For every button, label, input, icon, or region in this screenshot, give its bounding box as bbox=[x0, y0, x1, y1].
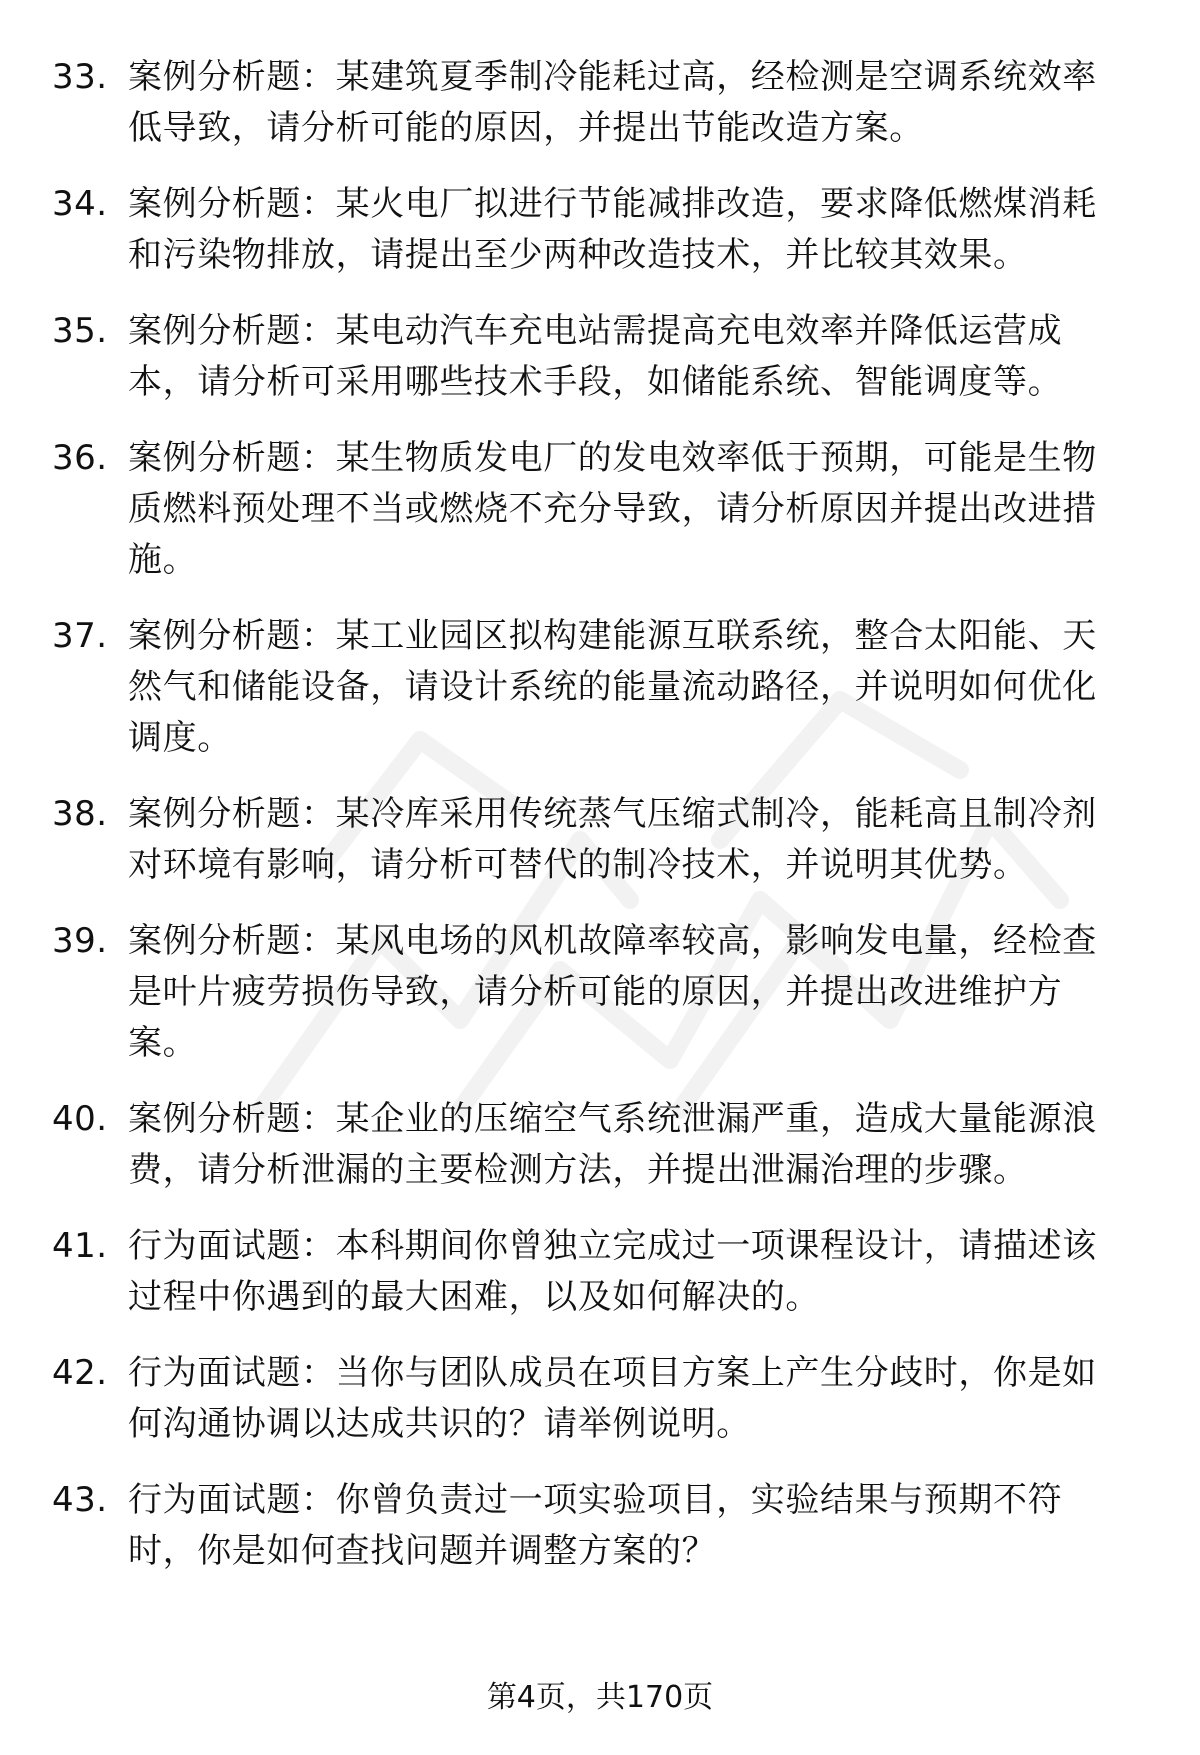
question-number: 42. bbox=[52, 1353, 108, 1393]
question-item-41 bbox=[0, 1221, 1200, 1323]
question-number: 35. bbox=[52, 311, 108, 351]
question-text: 案例分析题：某生物质发电厂的发电效率低于预期，可能是生物质燃料预处理不当或燃烧不充分导致，请分析原因并提出改进措施。 bbox=[128, 438, 1097, 580]
question-text: 案例分析题：某风电场的风机故障率较高，影响发电量，经检查是叶片疲劳损伤导致，请分析可能的原因，并提出改进维护方案。 bbox=[128, 921, 1097, 1063]
question-number: 40. bbox=[52, 1099, 108, 1139]
question-number: 41. bbox=[52, 1226, 108, 1266]
question-item-37 bbox=[0, 611, 1200, 764]
question-number: 33. bbox=[52, 57, 108, 97]
question-item-38 bbox=[0, 789, 1200, 891]
question-text: 案例分析题：某火电厂拟进行节能减排改造，要求降低燃煤消耗和污染物排放，请提出至少两种改造技术，并比较其效果。 bbox=[128, 184, 1097, 275]
question-number: 34. bbox=[52, 184, 108, 224]
question-item-39 bbox=[0, 916, 1200, 1069]
question-text: 案例分析题：某冷库采用传统蒸气压缩式制冷，能耗高且制冷剂对环境有影响，请分析可替代的制冷技术，并说明其优势。 bbox=[128, 794, 1097, 885]
question-number: 38. bbox=[52, 794, 108, 834]
question-text: 案例分析题：某工业园区拟构建能源互联系统，整合太阳能、天然气和储能设备，请设计系统的能量流动路径，并说明如何优化调度。 bbox=[128, 616, 1097, 758]
question-list bbox=[0, 52, 1200, 1602]
question-number: 39. bbox=[52, 921, 108, 961]
question-number: 36. bbox=[52, 438, 108, 478]
question-item-40 bbox=[0, 1094, 1200, 1196]
question-text: 行为面试题：当你与团队成员在项目方案上产生分歧时，你是如何沟通协调以达成共识的？请举例说明。 bbox=[128, 1353, 1097, 1444]
question-text: 行为面试题：你曾负责过一项实验项目，实验结果与预期不符时，你是如何查找问题并调整方案的？ bbox=[128, 1480, 1063, 1571]
question-text: 案例分析题：某企业的压缩空气系统泄漏严重，造成大量能源浪费，请分析泄漏的主要检测方法，并提出泄漏治理的步骤。 bbox=[128, 1099, 1097, 1190]
question-item-33 bbox=[0, 52, 1200, 154]
question-number: 43. bbox=[52, 1480, 108, 1520]
question-item-42 bbox=[0, 1348, 1200, 1450]
question-item-35 bbox=[0, 306, 1200, 408]
question-number: 37. bbox=[52, 616, 108, 656]
question-text: 案例分析题：某建筑夏季制冷能耗过高，经检测是空调系统效率低导致，请分析可能的原因，并提出节能改造方案。 bbox=[128, 57, 1097, 148]
question-text: 行为面试题：本科期间你曾独立完成过一项课程设计，请描述该过程中你遇到的最大困难，以及如何解决的。 bbox=[128, 1226, 1097, 1317]
question-item-43 bbox=[0, 1475, 1200, 1577]
question-item-34 bbox=[0, 179, 1200, 281]
question-text: 案例分析题：某电动汽车充电站需提高充电效率并降低运营成本，请分析可采用哪些技术手段，如储能系统、智能调度等。 bbox=[128, 311, 1063, 402]
question-item-36 bbox=[0, 433, 1200, 586]
page-footer: 第4页，共170页 bbox=[486, 1680, 714, 1715]
